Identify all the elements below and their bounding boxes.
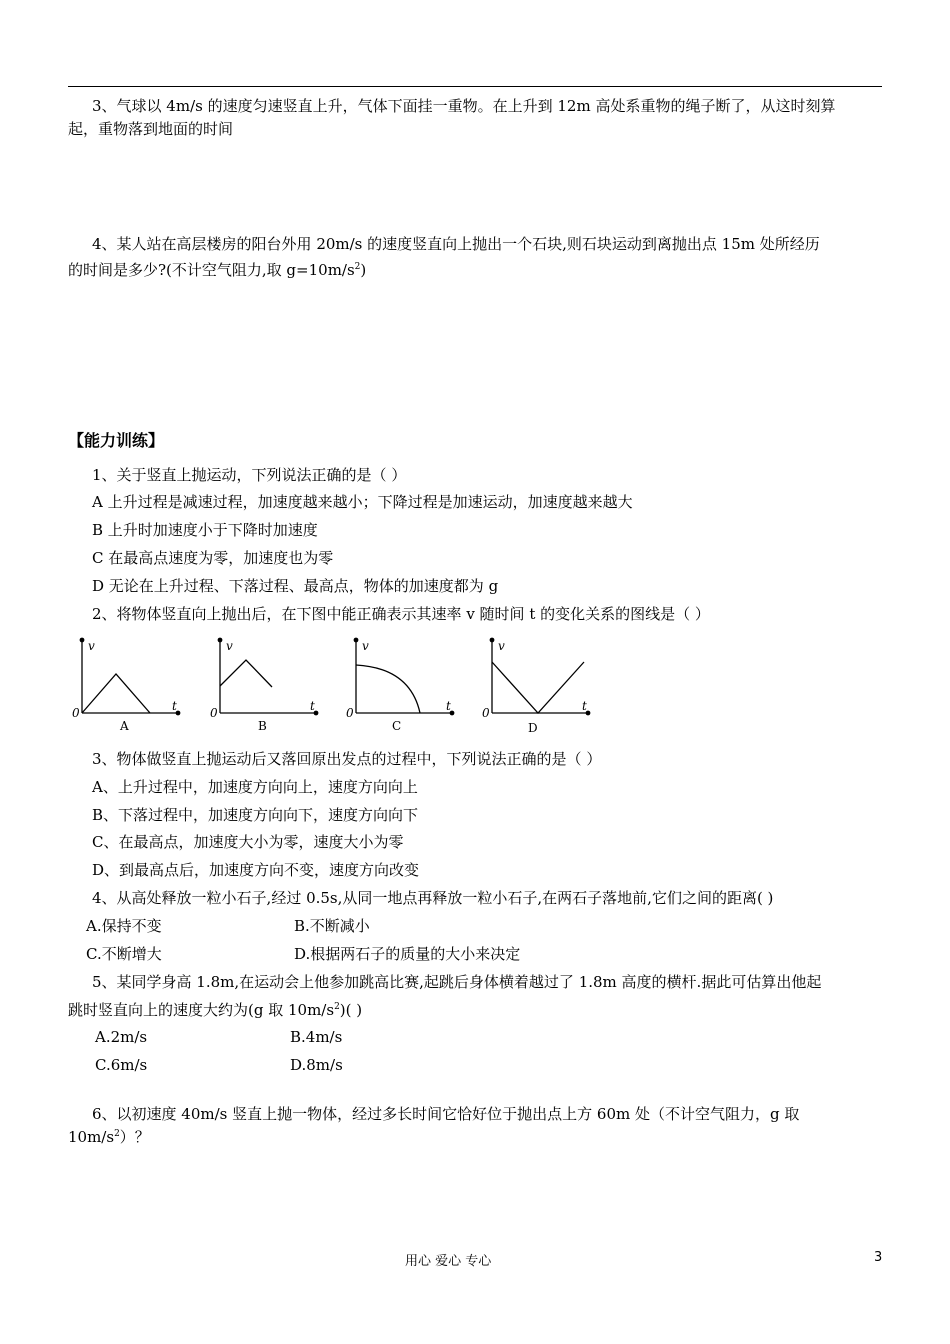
graph-b-curve <box>220 660 272 687</box>
footer-motto: 用心 爱心 专心 <box>405 1254 492 1269</box>
question-4-line-2: 的时间是多少?(不计空气阻力,取 $g=10m/s^2$) <box>68 261 367 279</box>
graph-c-t-label: t <box>446 699 451 713</box>
ex1-option-a: A 上升过程是减速过程，加速度越来越小；下降过程是加速运动，加速度越来越大 <box>92 493 633 511</box>
page-number: 3 <box>874 1250 883 1265</box>
section-title: 【能力训练】 <box>68 431 165 450</box>
ex5-option-a: A.2m/s <box>95 1028 148 1046</box>
ex4-option-a: A.保持不变 <box>86 917 162 935</box>
question-3-line-2: 起，重物落到地面的时间 <box>68 120 234 138</box>
question-4-line-1: 4、某人站在高层楼房的阳台外用 20m/s 的速度竖直向上抛出一个石块,则石块运动到离抛出点 15m 处所经历 <box>92 235 820 253</box>
ex4-option-b: B.不断减小 <box>294 917 370 935</box>
ex2-graphs <box>0 632 950 742</box>
graph-d-origin: 0 <box>482 706 490 720</box>
ex5-line-2: 跳时竖直向上的速度大约为(g 取 $10m/s^2$)( ) <box>68 1001 363 1019</box>
graph-a-origin: 0 <box>72 706 80 720</box>
graph-a-v-label: v <box>88 639 95 653</box>
ex1-option-b: B 上升时加速度小于下降时加速度 <box>92 521 318 539</box>
ex5-option-d: D.8m/s <box>290 1056 343 1074</box>
graph-d-t-label: t <box>582 699 587 713</box>
graph-a-curve <box>82 674 150 713</box>
ex3-option-d: D、到最高点后，加速度方向不变，速度方向改变 <box>92 861 420 879</box>
graph-a-t-label: t <box>172 699 177 713</box>
graph-c-origin: 0 <box>346 706 354 720</box>
graph-c-v-label: v <box>362 639 369 653</box>
ex3-option-c: C、在最高点，加速度大小为零，速度大小为零 <box>92 833 404 851</box>
question-3-line-1: 3、气球以 4m/s 的速度匀速竖直上升，气体下面挂一重物。在上升到 12m 高处系重物的绳子断了，从这时刻算 <box>92 97 836 115</box>
header-rule <box>68 86 882 87</box>
ex6-line-2: $10m/s^2$）？ <box>68 1128 150 1146</box>
graph-d-label: D <box>528 721 538 735</box>
ex2-stem: 2、将物体竖直向上抛出后，在下图中能正确表示其速率 v 随时间 t 的变化关系的图线是（ ） <box>92 605 710 623</box>
ex4-stem: 4、从高处释放一粒小石子,经过 0.5s,从同一地点再释放一粒小石子,在两石子落地前,它们之间的距离( ) <box>92 889 774 907</box>
graph-b-v-label: v <box>226 639 233 653</box>
ex3-option-a: A、上升过程中，加速度方向向上，速度方向向上 <box>92 778 418 796</box>
ex4-option-d: D.根据两石子的质量的大小来决定 <box>294 945 521 963</box>
ex3-option-b: B、下落过程中，加速度方向向下，速度方向向下 <box>92 806 419 824</box>
ex5-option-b: B.4m/s <box>290 1028 343 1046</box>
ex5-option-c: C.6m/s <box>95 1056 148 1074</box>
ex1-stem: 1、关于竖直上抛运动，下列说法正确的是（ ） <box>92 466 407 484</box>
graph-d-curve <box>492 662 584 713</box>
graph-d-v-label: v <box>498 639 505 653</box>
graph-b-origin: 0 <box>210 706 218 720</box>
ex6-line-1: 6、以初速度 40m/s 竖直上抛一物体，经过多长时间它恰好位于抛出点上方 60m 处（不计空气阻力，g 取 <box>92 1105 800 1123</box>
ex3-stem: 3、物体做竖直上抛运动后又落回原出发点的过程中，下列说法正确的是（ ） <box>92 750 602 768</box>
ex1-option-c: C 在最高点速度为零，加速度也为零 <box>92 549 334 567</box>
graph-b-t-label: t <box>310 699 315 713</box>
graph-b-label: B <box>258 719 267 733</box>
graph-c-label: C <box>392 719 402 733</box>
graph-a-label: A <box>120 719 129 733</box>
ex1-option-d: D 无论在上升过程、下落过程、最高点，物体的加速度都为 g <box>92 577 499 595</box>
ex4-option-c: C.不断增大 <box>86 945 162 963</box>
ex5-line-1: 5、某同学身高 1.8m,在运动会上他参加跳高比赛,起跳后身体横着越过了 1.8m 高度的横杆.据此可估算出他起 <box>92 973 822 991</box>
graph-c-curve <box>356 665 420 713</box>
